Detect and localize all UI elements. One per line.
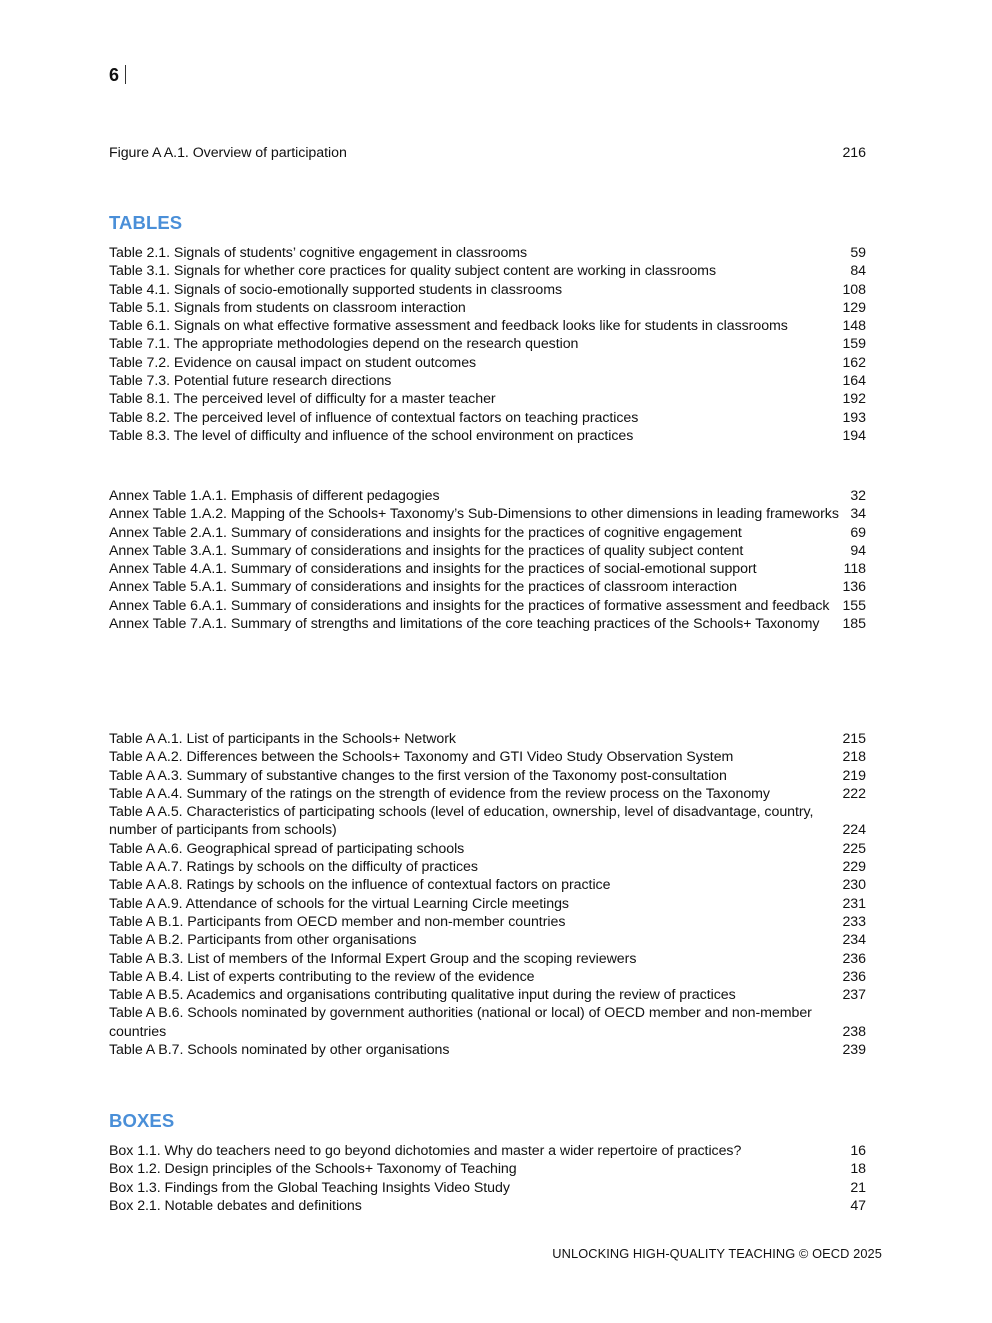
entry-title: Table 7.1. The appropriate methodologies depend on the research question [109,336,579,353]
entry-title: Annex Table 1.A.1. Emphasis of different pedagogies [109,488,440,504]
entry-title: Annex Table 4.A.1. Summary of considerations and insights for the practices of social-emotional support [109,561,757,578]
toc-entry[interactable] [109,730,866,748]
entry-page: 225 [842,840,866,857]
entry-page: 222 [842,785,866,802]
entry-title: Table A A.9. Attendance of schools for the virtual Learning Circle meetings [109,895,569,912]
entry-page: 18 [850,1161,866,1178]
entry-title: Table 4.1. Signals of socio-emotionally supported students in classrooms [109,281,563,298]
toc-entry[interactable] [109,262,866,280]
toc-entry[interactable] [109,505,866,523]
toc-entry[interactable] [109,317,866,335]
entry-title: Table 5.1. Signals from students on classroom interaction [109,299,466,316]
toc-entry[interactable] [109,335,866,353]
entry-title: Annex Table 6.A.1. Summary of considerations and insights for the practices of formative assessment and feedback [109,597,830,614]
entry-title: Box 1.3. Findings from the Global Teaching Insights Video Study [109,1179,510,1196]
entry-page: 59 [850,245,866,261]
entry-title: Table 8.1. The perceived level of difficulty for a master teacher [109,391,496,408]
entry-page: 155 [842,597,866,614]
entry-page: 185 [842,616,866,633]
toc-entry[interactable] [109,876,866,894]
entry-title: Table A B.6. Schools nominated by government authorities (national or local) of OECD member and non-member countries [109,1005,812,1040]
entry-page: 238 [842,1023,866,1040]
toc-entry[interactable] [109,354,866,372]
appendix-tables-list [109,730,866,1059]
toc-entry[interactable] [109,950,866,968]
entry-page: 84 [850,263,866,280]
entry-page: 192 [842,391,866,408]
toc-entry[interactable] [109,1142,866,1160]
toc-entry[interactable] [109,785,866,803]
toc-entry[interactable] [109,427,866,445]
entry-page: 34 [850,506,866,523]
entry-title: Table A B.1. Participants from OECD member and non-member countries [109,913,566,930]
entry-title: Table 7.2. Evidence on causal impact on student outcomes [109,354,477,371]
toc-entry[interactable] [109,1179,866,1197]
page-header [109,64,126,86]
tables-heading: TABLES [109,212,183,233]
entry-title: Annex Table 2.A.1. Summary of considerations and insights for the practices of cognitive engagement [109,524,742,541]
toc-entry[interactable] [109,299,866,317]
entry-page: 193 [842,409,866,426]
entry-page: 32 [850,488,866,504]
toc-entry[interactable] [109,1160,866,1178]
entry-page: 164 [842,373,866,390]
entry-page: 136 [842,579,866,596]
toc-entry[interactable] [109,578,866,596]
page-footer: UNLOCKING HIGH-QUALITY TEACHING © OECD 2025 [552,1246,882,1261]
toc-entry[interactable] [109,144,866,162]
toc-entry[interactable] [109,524,866,542]
annex-tables-list [109,487,866,633]
entry-title: Table 7.3. Potential future research directions [109,373,392,390]
entry-page: 239 [842,1042,866,1059]
entry-page: 108 [842,281,866,298]
entry-title: Table A A.1. List of participants in the Schools+ Network [109,731,456,747]
boxes-heading: BOXES [109,1110,175,1131]
entry-title: Table 2.1. Signals of students’ cognitive engagement in classrooms [109,245,528,261]
entry-page: 94 [850,542,866,559]
entry-title: Table A B.2. Participants from other organisations [109,932,417,949]
entry-title: Table A A.3. Summary of substantive changes to the first version of the Taxonomy post-consultation [109,767,727,784]
entry-page: 237 [842,987,866,1004]
entry-title: Table A A.5. Characteristics of participating schools (level of education, ownership, level of disadvantage, country, number of participants from schools) [109,804,814,839]
entry-title: Table A A.6. Geographical spread of participating schools [109,840,465,857]
toc-entry[interactable] [109,542,866,560]
entry-page: 230 [842,877,866,894]
entry-page: 16 [850,1143,866,1159]
figures-list [109,144,866,162]
toc-entry[interactable] [109,931,866,949]
entry-page: 129 [842,299,866,316]
entry-page: 69 [850,524,866,541]
entry-title: Table A A.2. Differences between the Schools+ Taxonomy and GTI Video Study Observation System [109,749,734,766]
toc-entry[interactable] [109,986,866,1004]
toc-entry[interactable] [109,409,866,427]
entry-title: Annex Table 5.A.1. Summary of considerations and insights for the practices of classroom interaction [109,579,737,596]
entry-title: Annex Table 7.A.1. Summary of strengths and limitations of the core teaching practices of the Schools+ Taxonomy [109,616,820,633]
toc-entry[interactable] [109,748,866,766]
entry-page: 229 [842,859,866,876]
tables-list [109,244,866,445]
toc-entry[interactable] [109,390,866,408]
toc-entry[interactable] [109,487,866,505]
entry-page: 234 [842,932,866,949]
entry-page: 216 [842,145,866,161]
toc-entry[interactable] [109,767,866,785]
boxes-list [109,1142,866,1215]
entry-page: 215 [842,731,866,747]
toc-entry[interactable] [109,858,866,876]
entry-title: Table A A.7. Ratings by schools on the difficulty of practices [109,859,478,876]
entry-title: Table A B.7. Schools nominated by other organisations [109,1042,450,1059]
toc-entry[interactable] [109,244,866,262]
toc-entry[interactable] [109,1041,866,1059]
entry-title: Table A B.3. List of members of the Informal Expert Group and the scoping reviewers [109,950,637,967]
entry-page: 159 [842,336,866,353]
entry-page: 148 [842,318,866,335]
entry-title: Box 2.1. Notable debates and definitions [109,1197,362,1214]
entry-page: 219 [842,767,866,784]
toc-entry[interactable] [109,895,866,913]
entry-page: 236 [842,968,866,985]
entry-page: 233 [842,913,866,930]
entry-title: Table A A.8. Ratings by schools on the influence of contextual factors on practice [109,877,611,894]
entry-page: 118 [843,561,866,578]
toc-entry[interactable] [109,803,866,840]
entry-title: Table 8.3. The level of difficulty and influence of the school environment on practices [109,427,634,444]
entry-title: Table 3.1. Signals for whether core practices for quality subject content are working in classrooms [109,263,716,280]
entry-page: 224 [842,822,866,839]
entry-title: Table A B.5. Academics and organisations contributing qualitative input during the review of practices [109,987,736,1004]
toc-entry[interactable] [109,560,866,578]
entry-title: Table 6.1. Signals on what effective formative assessment and feedback looks like for students in classrooms [109,318,788,335]
toc-entry[interactable] [109,913,866,931]
toc-entry[interactable] [109,372,866,390]
toc-entry[interactable] [109,597,866,615]
toc-entry[interactable] [109,1004,866,1041]
entry-page: 218 [842,749,866,766]
entry-title: Table A A.4. Summary of the ratings on the strength of evidence from the review process on the Taxonomy [109,785,770,802]
entry-page: 47 [850,1197,866,1214]
toc-entry[interactable] [109,281,866,299]
toc-entry[interactable] [109,968,866,986]
entry-title: Table A B.4. List of experts contributing to the review of the evidence [109,968,535,985]
entry-title: Annex Table 1.A.2. Mapping of the Schools+ Taxonomy’s Sub-Dimensions to other dimensions in leading frameworks [109,506,839,523]
entry-title: Annex Table 3.A.1. Summary of considerations and insights for the practices of quality subject content [109,542,744,559]
header-divider [125,65,126,84]
entry-page: 194 [842,427,866,444]
entry-page: 236 [842,950,866,967]
entry-page: 162 [842,354,866,371]
entry-page: 231 [842,895,866,912]
entry-title: Figure A A.1. Overview of participation [109,145,347,161]
toc-entry[interactable] [109,1197,866,1215]
entry-title: Box 1.2. Design principles of the Schools+ Taxonomy of Teaching [109,1161,517,1178]
page-number: 6 [109,65,120,85]
toc-entry[interactable] [109,615,866,633]
toc-entry[interactable] [109,840,866,858]
entry-title: Table 8.2. The perceived level of influence of contextual factors on teaching practices [109,409,639,426]
entry-title: Box 1.1. Why do teachers need to go beyond dichotomies and master a wider repertoire of practices? [109,1143,742,1159]
entry-page: 21 [850,1179,866,1196]
